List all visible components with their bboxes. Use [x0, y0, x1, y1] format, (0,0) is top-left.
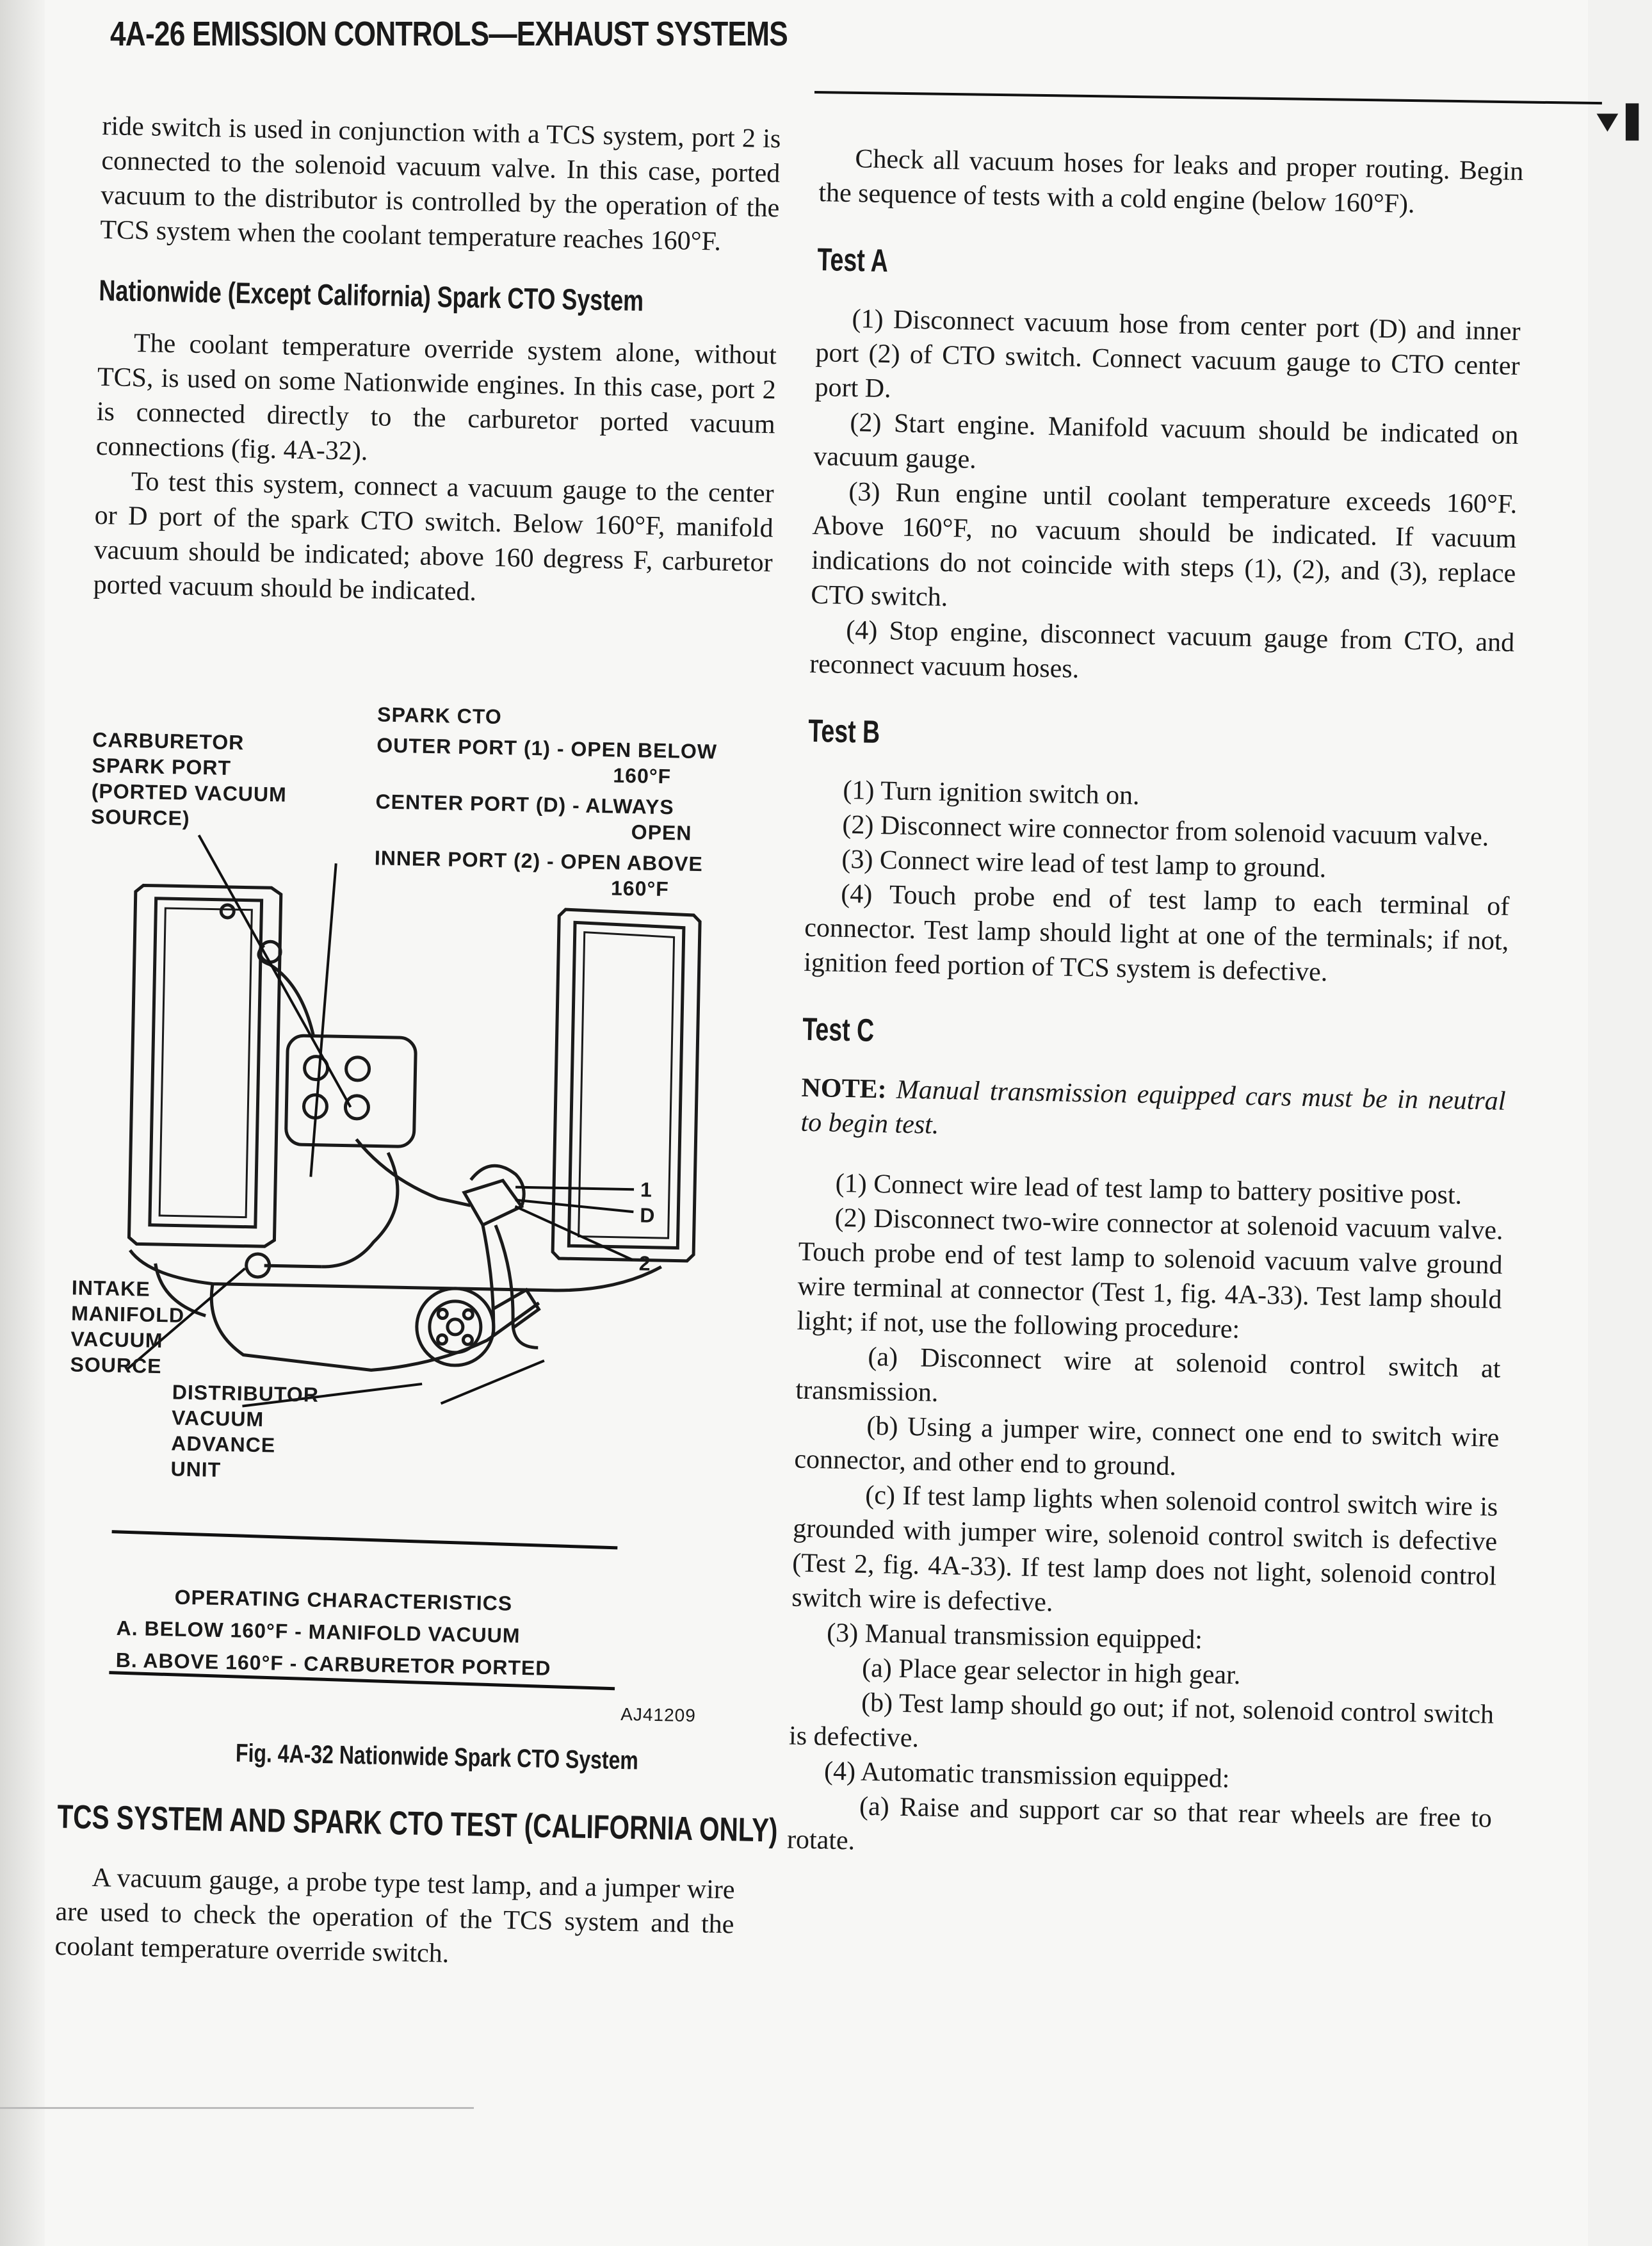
inner-port-temp: 160°F: [610, 876, 670, 901]
note-label: NOTE:: [801, 1073, 887, 1105]
carb-label-line-4: SOURCE): [90, 804, 190, 830]
right-intro: Check all vacuum hoses for leaks and proper routing. Begin the sequence of tests with a cold engine (below 160°F).: [818, 144, 1524, 219]
test-c-step-4a: (a) Raise and support car so that rear wheels are free to rotate.: [786, 1791, 1493, 1856]
center-port-label: CENTER PORT (D) - ALWAYS: [375, 790, 674, 819]
header-rule: [814, 91, 1602, 104]
dist-label-line-3: ADVANCE: [170, 1431, 276, 1457]
dist-label-line-2: VACUUM: [171, 1406, 264, 1431]
test-c-note: [800, 1071, 1506, 1153]
distributor-label: [170, 1379, 319, 1484]
test-c-step-2b: (b) Using a jumper wire, connect one end to switch wire connector, and other end to ground.: [794, 1411, 1500, 1482]
operating-characteristic-a: A. BELOW 160°F - MANIFOLD VACUUM: [116, 1616, 521, 1647]
port-1-callout: 1: [640, 1178, 653, 1201]
outer-port-temp: 160°F: [613, 763, 672, 788]
test-a-heading: Test A: [816, 241, 889, 279]
carb-label-line-2: SPARK PORT: [92, 753, 232, 780]
test-a-step-1: (1) Disconnect vacuum hose from center port (D) and inner port (2) of CTO switch. Connect vacuum gauge to CTO center port D.: [814, 304, 1521, 404]
page-edge-shadow: [0, 0, 45, 2246]
intake-label-line-4: SOURCE: [70, 1353, 162, 1378]
footer-rule: [0, 2107, 474, 2109]
intake-label-line-2: MANIFOLD: [70, 1301, 185, 1327]
port-2-callout: 2: [638, 1251, 651, 1275]
test-c-step-4: (4) Automatic transmission equipped:: [823, 1756, 1230, 1794]
carb-label-line-1: CARBURETOR: [92, 728, 245, 754]
test-c-step-3a: (a) Place gear selector in high gear.: [861, 1653, 1241, 1691]
header-mark: ▼▌: [1589, 104, 1652, 138]
page-header: [110, 14, 1652, 138]
inner-port-label: INNER PORT (2) - OPEN ABOVE: [374, 846, 704, 876]
intake-label-line-1: INTAKE: [71, 1276, 151, 1301]
nationwide-heading: Nationwide (Except California) Spark CTO System: [99, 273, 644, 318]
spark-cto-label: SPARK CTO: [377, 703, 503, 729]
test-b-step-4: (4) Touch probe end of test lamp to each terminal of connector. Test lamp should light at one of the terminals; if not, ignition feed portion of TCS system is defective.: [803, 879, 1510, 988]
operating-characteristic-b: B. ABOVE 160°F - CARBURETOR PORTED: [115, 1648, 551, 1680]
intake-manifold-label: [70, 1274, 185, 1379]
figure-4a-32: [43, 685, 768, 1800]
figure-caption: Fig. 4A-32 Nationwide Spark CTO System: [235, 1739, 639, 1775]
dist-label-line-1: DISTRIBUTOR: [172, 1380, 320, 1406]
test-c-heading: Test C: [802, 1011, 875, 1048]
figure-code: AJ41209: [620, 1704, 697, 1726]
test-c-step-3: (3) Manual transmission equipped:: [826, 1618, 1203, 1655]
outer-port-label: OUTER PORT (1) - OPEN BELOW: [376, 733, 718, 763]
test-c-step-2: (2) Disconnect two-wire connector at solenoid vacuum valve. Touch probe end of test lamp to solenoid vacuum valve ground wire terminal at connector (Test 1, fig. 4A-33). Test lamp should light; if not, use the following procedure:: [797, 1203, 1503, 1344]
tcs-heading: TCS SYSTEM AND SPARK CTO TEST (CALIFORNIA ONLY): [56, 1798, 779, 1850]
left-intro: ride switch is used in conjunction with a TCS system, port 2 is connected to the solenoid vacuum valve. In this case, ported vacuum to the distributor is controlled by the operation of the TCS system when the coolant temperature reaches 160°F.: [99, 111, 781, 257]
tcs-section: [54, 1798, 779, 1976]
test-a-step-2: (2) Start engine. Manifold vacuum should be indicated on vacuum gauge.: [813, 407, 1519, 475]
test-c-step-1: (1) Connect wire lead of test lamp to battery positive post.: [835, 1168, 1462, 1210]
intake-label-line-3: VACUUM: [70, 1327, 163, 1353]
right-column: [787, 141, 1524, 1871]
carburetor-label: [91, 727, 288, 833]
test-a-step-3: (3) Run engine until coolant temperature exceeds 160°F. Above 160°F, no vacuum should be indicated. If vacuum indications do not coincide with steps (1), (2), and (3), replace CTO switch.: [810, 476, 1518, 612]
note-text: Manual transmission equipped cars must be in neutral to begin test.: [800, 1075, 1506, 1140]
test-b-step-3: (3) Connect wire lead of test lamp to ground.: [841, 844, 1327, 884]
nationwide-paragraph-2: To test this system, connect a vacuum gauge to the center or D port of the spark CTO switch. Below 160°F, manifold vacuum should be indicated; above 160 degress F, carburetor ported vacuum should be indicated.: [93, 466, 775, 607]
nationwide-paragraph-1: The coolant temperature override system alone, without TCS, is used on some Nationwide engines. In this case, port 2 is connected directly to the carburetor ported vacuum connections (fig. 4A-32).: [95, 329, 777, 467]
operating-characteristics-title: OPERATING CHARACTERISTICS: [174, 1585, 513, 1615]
test-b-heading: Test B: [807, 712, 880, 750]
dist-label-line-4: UNIT: [170, 1457, 222, 1481]
page-title: 4A-26 EMISSION CONTROLS—EXHAUST SYSTEMS: [110, 15, 788, 53]
port-d-callout: D: [639, 1203, 656, 1227]
test-c-step-2a: (a) Disconnect wire at solenoid control switch at transmission.: [795, 1342, 1501, 1408]
test-b-step-1: (1) Turn ignition switch on.: [843, 775, 1140, 811]
test-b-step-2: (2) Disconnect wire connector from solenoid vacuum valve.: [842, 810, 1489, 852]
test-c-step-3b: (b) Test lamp should go out; if not, solenoid control switch is defective.: [788, 1688, 1494, 1754]
left-column: [93, 109, 781, 615]
test-c-step-2c: (c) If test lamp lights when solenoid control switch wire is grounded with jumper wire, solenoid control switch is defective (Test 2, fig. 4A-33). If test lamp does not light, solenoid control switch wire is defective.: [791, 1480, 1498, 1618]
carb-label-line-3: (PORTED VACUUM: [91, 779, 287, 806]
test-a-step-4: (4) Stop engine, disconnect vacuum gauge from CTO, and reconnect vacuum hoses.: [809, 615, 1515, 684]
center-port-open: OPEN: [631, 820, 692, 845]
tcs-paragraph: A vacuum gauge, a probe type test lamp, and a jumper wire are used to check the operation of the TCS system and the coolant temperature override switch.: [54, 1863, 735, 1969]
